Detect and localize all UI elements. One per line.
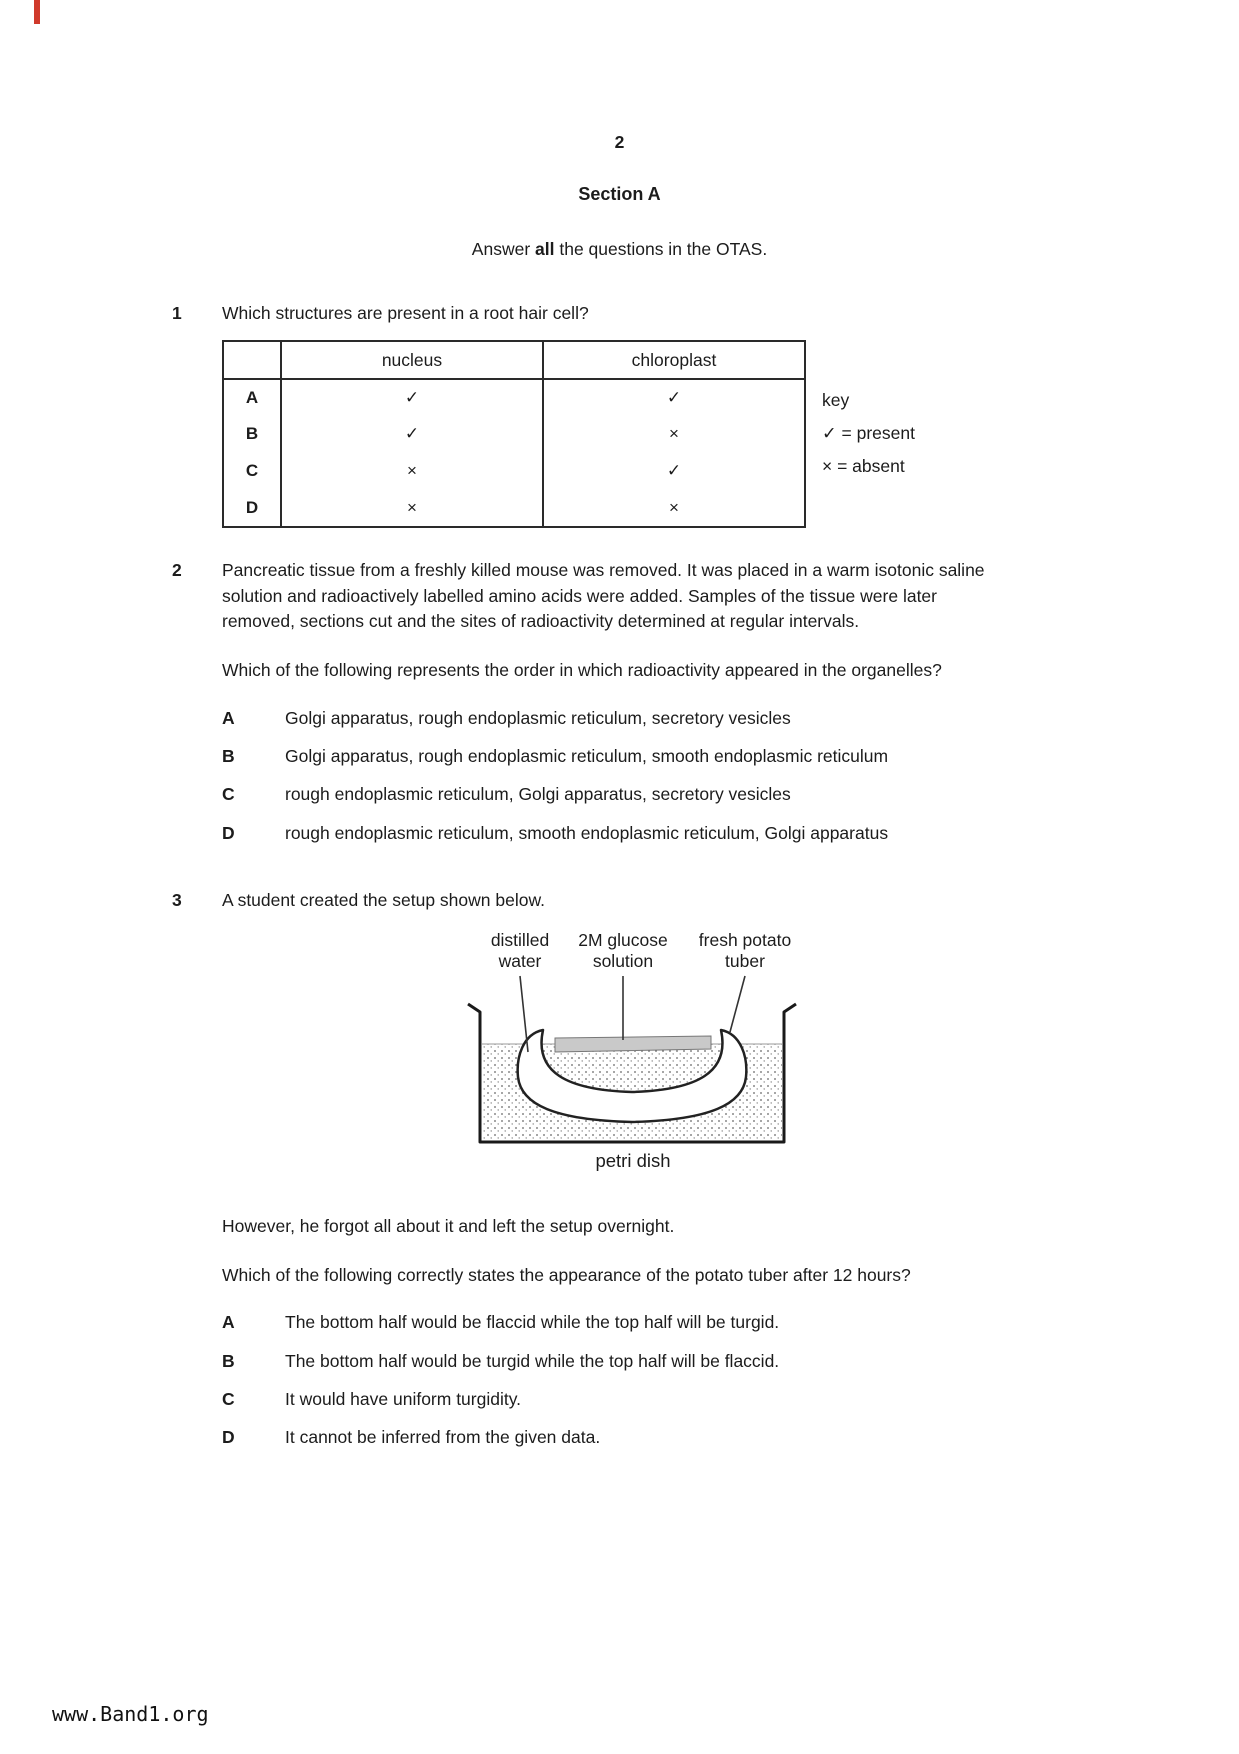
option-text: rough endoplasmic reticulum, Golgi apparatus, secretory vesicles	[285, 784, 791, 805]
q3-setup-diagram	[318, 930, 1038, 1192]
nucleus-mark: ×	[281, 490, 543, 527]
nucleus-mark: ×	[281, 453, 543, 490]
question-2-options	[222, 706, 999, 847]
option-row	[222, 1425, 999, 1450]
option-row	[222, 782, 999, 807]
glucose-solution-label: 2M glucose solution	[578, 929, 668, 971]
table-row	[223, 490, 805, 527]
scan-artifact	[34, 0, 40, 24]
key-present: ✓ = present	[822, 423, 915, 444]
option-label: A	[222, 1312, 235, 1333]
question-2-paragraph: Pancreatic tissue from a freshly killed mouse was removed. It was placed in a warm isotonic saline solution and radioactively labelled amino acids were added. Samples of the tissue were later removed, sections cut and the sites of radioactivity determined at regular intervals.	[222, 560, 985, 631]
option-text: It would have uniform turgidity.	[285, 1389, 522, 1410]
nucleus-mark: ✓	[281, 379, 543, 416]
key-title: key	[822, 390, 850, 411]
option-row	[222, 1349, 999, 1374]
option-row	[222, 1310, 999, 1335]
option-row	[222, 706, 999, 731]
option-text: Golgi apparatus, rough endoplasmic reticulum, secretory vesicles	[285, 707, 791, 728]
instruction-suffix: the questions in the OTAS.	[554, 239, 768, 260]
table-header-row	[223, 341, 805, 379]
chloroplast-mark: ×	[543, 416, 805, 453]
option-label: C	[222, 784, 235, 805]
footer-watermark: www.Band1.org	[52, 1702, 209, 1726]
row-label: D	[223, 490, 281, 527]
table-key	[822, 384, 915, 483]
chloroplast-mark: ✓	[543, 453, 805, 490]
option-label: A	[222, 707, 235, 728]
table-header-nucleus: nucleus	[281, 341, 543, 379]
chloroplast-mark: ×	[543, 490, 805, 527]
question-1	[172, 301, 999, 528]
table-row	[223, 416, 805, 453]
option-row	[222, 821, 999, 846]
petri-dish-label: petri dish	[595, 1149, 671, 1171]
option-row	[222, 744, 999, 769]
option-text: Golgi apparatus, rough endoplasmic reticulum, smooth endoplasmic reticulum	[285, 746, 889, 767]
option-text: rough endoplasmic reticulum, smooth endoplasmic reticulum, Golgi apparatus	[285, 822, 889, 843]
option-text: The bottom half would be flaccid while the top half will be turgid.	[285, 1312, 780, 1333]
option-label: B	[222, 746, 235, 767]
option-label: D	[222, 1427, 235, 1448]
question-1-number: 1	[172, 302, 182, 323]
option-label: D	[222, 822, 235, 843]
distilled-water-pointer-line	[520, 976, 528, 1052]
question-2-text: Which of the following represents the order in which radioactivity appeared in the organelles?	[222, 660, 942, 681]
table-header-blank	[223, 341, 281, 379]
table-row	[223, 379, 805, 416]
row-label: B	[223, 416, 281, 453]
option-text: It cannot be inferred from the given data.	[285, 1427, 601, 1448]
row-label: C	[223, 453, 281, 490]
table-header-chloroplast: chloroplast	[543, 341, 805, 379]
question-3	[172, 888, 999, 1451]
instruction-bold: all	[535, 239, 555, 260]
question-1-text: Which structures are present in a root hair cell?	[222, 302, 589, 323]
question-3-options	[222, 1310, 999, 1451]
option-label: B	[222, 1350, 235, 1371]
key-absent: × = absent	[822, 456, 905, 477]
question-3-paragraph: However, he forgot all about it and left the setup overnight.	[222, 1215, 675, 1236]
instruction-line	[0, 237, 1239, 262]
question-3-number: 3	[172, 890, 182, 911]
distilled-water-label: distilled water	[490, 929, 550, 971]
question-3-intro: A student created the setup shown below.	[222, 890, 545, 911]
question-2	[172, 558, 999, 846]
section-title: Section A	[578, 184, 661, 205]
glucose-solution-surface	[555, 1036, 711, 1052]
chloroplast-mark: ✓	[543, 379, 805, 416]
option-text: The bottom half would be turgid while the top half will be flaccid.	[285, 1350, 780, 1371]
potato-tuber-label: fresh potato tuber	[698, 929, 792, 971]
q1-answer-table	[222, 340, 806, 528]
nucleus-mark: ✓	[281, 416, 543, 453]
question-2-number: 2	[172, 560, 182, 581]
instruction-prefix: Answer	[471, 239, 536, 260]
question-3-text: Which of the following correctly states the appearance of the potato tuber after 12 hours?	[222, 1264, 911, 1285]
table-row	[223, 453, 805, 490]
option-label: C	[222, 1389, 235, 1410]
page-number: 2	[614, 132, 625, 152]
row-label: A	[223, 379, 281, 416]
option-row	[222, 1387, 999, 1412]
potato-pointer-line	[730, 976, 745, 1032]
